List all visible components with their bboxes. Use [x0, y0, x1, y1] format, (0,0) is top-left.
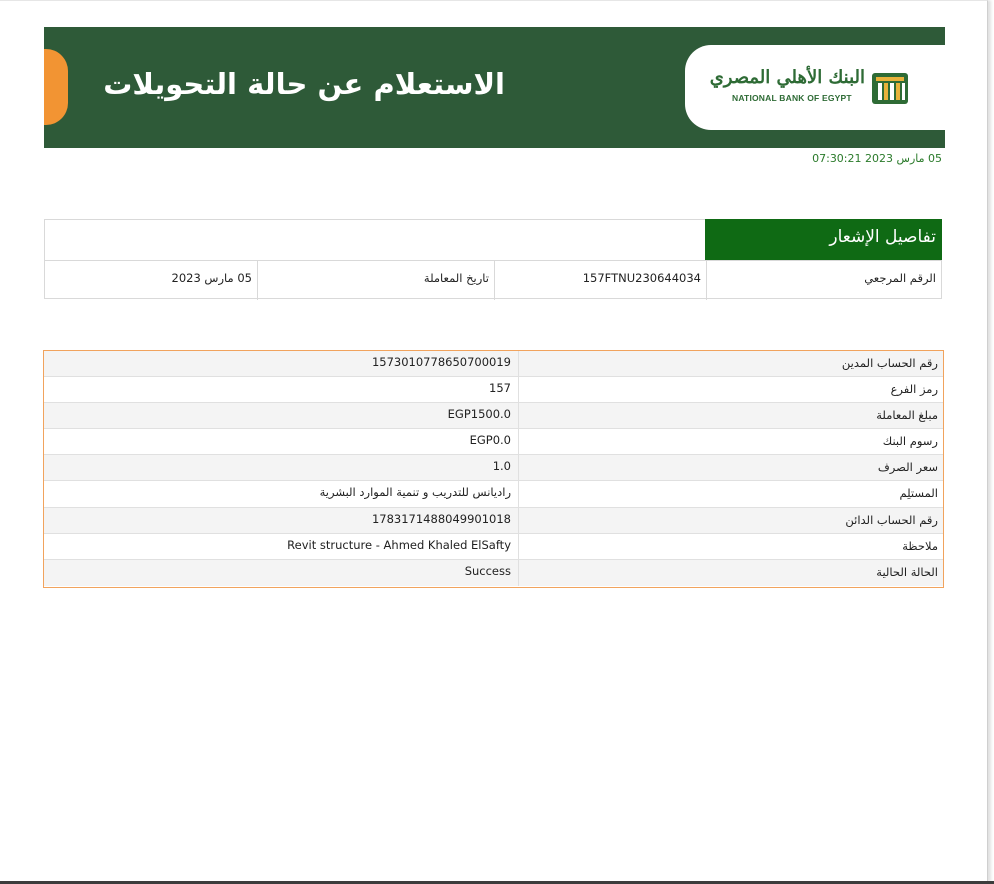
transaction-date-label: تاريخ المعاملة [257, 261, 494, 300]
transfer-details-table [43, 350, 944, 588]
note-value: Revit structure - Ahmed Khaled ElSafty [287, 537, 511, 552]
table-row [44, 534, 943, 560]
bank-fees-label: رسوم البنك [518, 429, 943, 454]
bank-emblem-icon [871, 72, 909, 105]
table-row [44, 481, 943, 507]
bank-fees-value: EGP0.0 [469, 433, 511, 448]
reference-value: 157FTNU230644034 [494, 261, 706, 300]
amount-value: EGP1500.0 [447, 407, 511, 422]
transaction-date-value: 05 مارس 2023 [171, 271, 252, 285]
branch-code-label: رمز الفرع [518, 377, 943, 402]
table-row [44, 508, 943, 534]
bank-logo [685, 45, 945, 130]
table-row [44, 560, 943, 586]
logo-english-text: NATIONAL BANK OF EGYPT [732, 93, 852, 103]
exchange-rate-label: سعر الصرف [518, 455, 943, 480]
header-banner [44, 27, 945, 148]
debit-account-value: 1573010778650700019 [371, 355, 511, 369]
logo-arabic-text: البنك الأهلي المصري [709, 67, 865, 88]
table-row [44, 455, 943, 481]
banner-accent-shape [44, 49, 68, 125]
notice-row [45, 260, 941, 300]
notice-table [44, 219, 942, 299]
credit-account-value: 1783171488049901018 [371, 511, 511, 526]
branch-code-value: 157 [489, 381, 511, 396]
table-row [44, 403, 943, 429]
status-value: Success [464, 563, 511, 578]
table-row [44, 429, 943, 455]
amount-label: مبلغ المعاملة [518, 403, 943, 428]
reference-label: الرقم المرجعي [706, 261, 941, 300]
exchange-rate-value: 1.0 [492, 459, 511, 474]
debit-account-label: رقم الحساب المدين [518, 351, 943, 376]
note-label: ملاحظة [518, 534, 943, 559]
table-row [44, 377, 943, 403]
timestamp: 05 مارس 2023 07:30:21 [812, 152, 942, 165]
status-label: الحالة الحالية [518, 560, 943, 586]
notice-title: تفاصيل الإشعار [705, 219, 942, 260]
recipient-label: المستلِم [518, 481, 943, 506]
recipient-value: راديانس للتدريب و تنمية الموارد البشرية [319, 485, 511, 500]
page-title: الاستعلام عن حالة التحويلات [103, 67, 505, 101]
credit-account-label: رقم الحساب الدائن [518, 508, 943, 533]
table-row [44, 351, 943, 377]
